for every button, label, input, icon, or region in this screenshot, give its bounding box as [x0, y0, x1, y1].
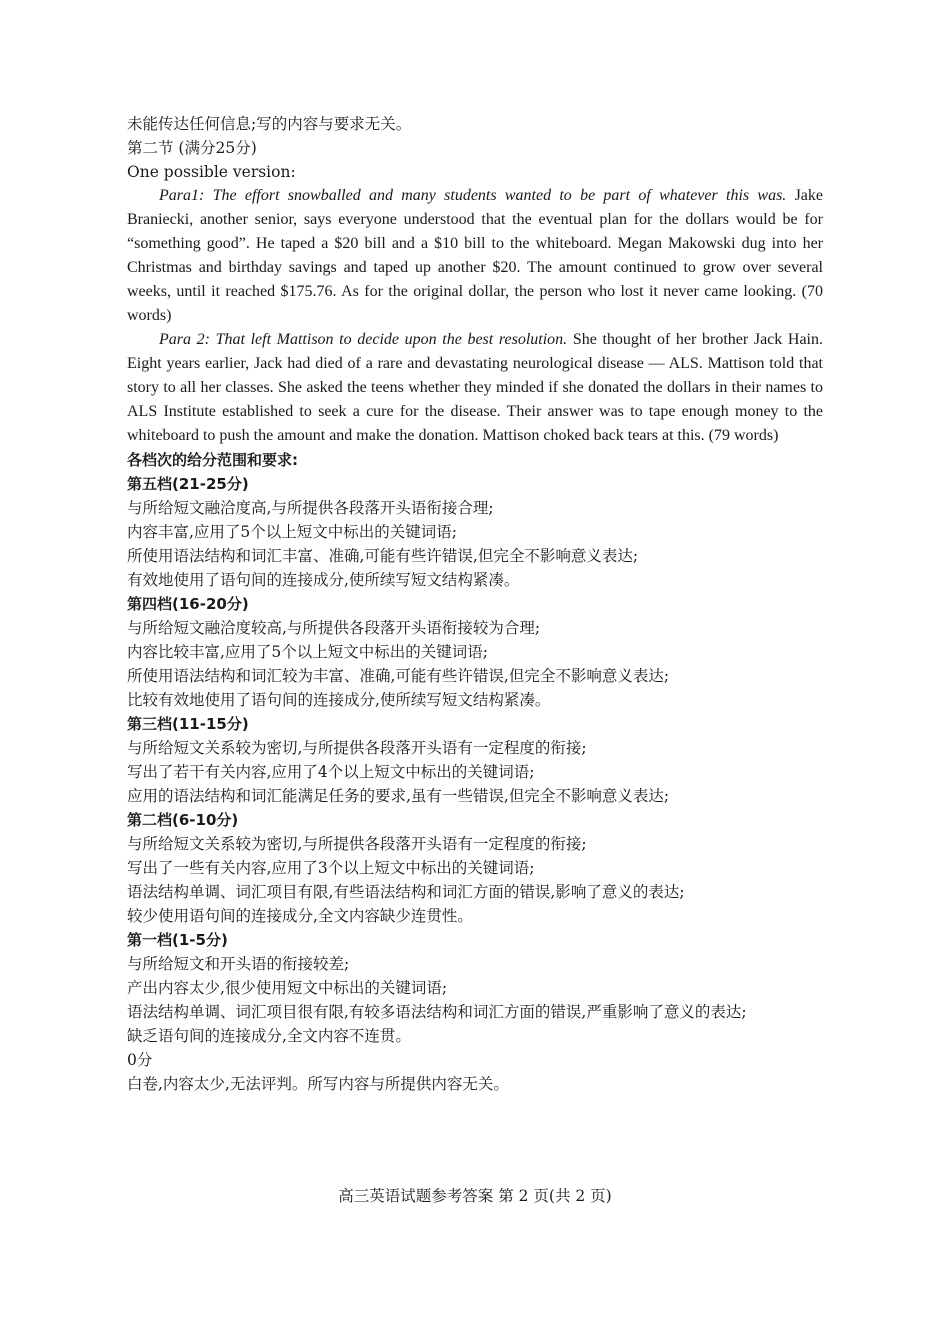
grade-4-item: 所使用语法结构和词汇较为丰富、准确,可能有些许错误,但完全不影响意义表达;: [127, 667, 670, 685]
grade-2-item: 写出了一些有关内容,应用了3个以上短文中标出的关键词语;: [127, 859, 535, 877]
grade-2-item: 与所给短文关系较为密切,与所提供各段落开头语有一定程度的衔接;: [127, 835, 587, 853]
grade-3-item: 应用的语法结构和词汇能满足任务的要求,虽有一些错误,但完全不影响意义表达;: [127, 787, 670, 805]
grade-1-block: [127, 928, 823, 1048]
grade-4-item: 比较有效地使用了语句间的连接成分,使所续写短文结构紧凑。: [127, 691, 551, 709]
grade-0-block: [127, 1048, 823, 1096]
grade-2-block: [127, 808, 823, 928]
sample-paragraph-2: [127, 328, 823, 448]
grade-0-text: 白卷,内容太少,无法评判。所写内容与所提供内容无关。: [127, 1075, 509, 1093]
grade-5-item: 内容丰富,应用了5个以上短文中标出的关键词语;: [127, 523, 458, 541]
grade-5-item: 所使用语法结构和词汇丰富、准确,可能有些许错误,但完全不影响意义表达;: [127, 547, 639, 565]
grade-3-item: 与所给短文关系较为密切,与所提供各段落开头语有一定程度的衔接;: [127, 739, 587, 757]
grade-3-block: [127, 712, 823, 808]
answer-key-page: [127, 112, 823, 1096]
version-label: One possible version:: [127, 163, 296, 181]
grade-2-title: 第二档(6-10分): [127, 811, 239, 829]
section-title: 第二节 (满分25分): [127, 139, 257, 157]
grade-1-item: 缺乏语句间的连接成分,全文内容不连贯。: [127, 1027, 411, 1045]
grade-3-title: 第三档(11-15分): [127, 715, 249, 733]
grade-1-item: 与所给短文和开头语的衔接较差;: [127, 955, 350, 973]
grade-3-item: 写出了若干有关内容,应用了4个以上短文中标出的关键词语;: [127, 763, 535, 781]
para1-lead: Para1: The effort snowballed and many students wanted to be part of whatever this was.: [159, 187, 787, 204]
para2-body: She thought of her brother Jack Hain. Eight years earlier, Jack had died of a rare and devastating neurological disease — ALS. Mattison told that story to all her classes. She asked the teens whether they minded if she donated the dollars in their names to ALS Institute established to seek a cure for the disease. Their answer was to tape enough money to the whiteboard to push the amount and make the donation. Mattison choked back tears at this. (79 words): [127, 331, 824, 444]
page-footer: 高三英语试题参考答案 第 2 页(共 2 页): [338, 1187, 612, 1205]
top-line: 未能传达任何信息;写的内容与要求无关。: [127, 115, 412, 133]
grade-0-title: 0分: [127, 1051, 153, 1069]
para1-body: Jake Braniecki, another senior, says everyone understood that the eventual plan for the dollars would be for “something good”. He taped a $20 bill and a $10 bill to the whiteboard. Megan Makowski dug into her Christmas and birthday savings and taped up another $20. The amount continued to grow over several weeks, until it reached $175.76. As for the original dollar, the person who lost it never came looking. (70 words): [127, 187, 824, 324]
grade-2-item: 较少使用语句间的连接成分,全文内容缺少连贯性。: [127, 907, 473, 925]
sample-paragraph-1: [127, 184, 823, 328]
grade-1-item: 产出内容太少,很少使用短文中标出的关键词语;: [127, 979, 448, 997]
grade-4-block: [127, 592, 823, 712]
para2-lead: Para 2: That left Mattison to decide upon the best resolution.: [159, 331, 568, 348]
grade-5-item: 有效地使用了语句间的连接成分,使所续写短文结构紧凑。: [127, 571, 520, 589]
grade-4-item: 与所给短文融洽度较高,与所提供各段落开头语衔接较为合理;: [127, 619, 541, 637]
grade-5-item: 与所给短文融洽度高,与所提供各段落开头语衔接合理;: [127, 499, 494, 517]
criteria-heading: 各档次的给分范围和要求:: [127, 451, 298, 469]
grade-2-item: 语法结构单调、词汇项目有限,有些语法结构和词汇方面的错误,影响了意义的表达;: [127, 883, 685, 901]
grade-4-item: 内容比较丰富,应用了5个以上短文中标出的关键词语;: [127, 643, 489, 661]
grade-1-item: 语法结构单调、词汇项目很有限,有较多语法结构和词汇方面的错误,严重影响了意义的表达;: [127, 1003, 747, 1021]
grade-5-title: 第五档(21-25分): [127, 475, 249, 493]
grade-5-block: [127, 472, 823, 592]
grade-1-title: 第一档(1-5分): [127, 931, 228, 949]
grade-4-title: 第四档(16-20分): [127, 595, 249, 613]
